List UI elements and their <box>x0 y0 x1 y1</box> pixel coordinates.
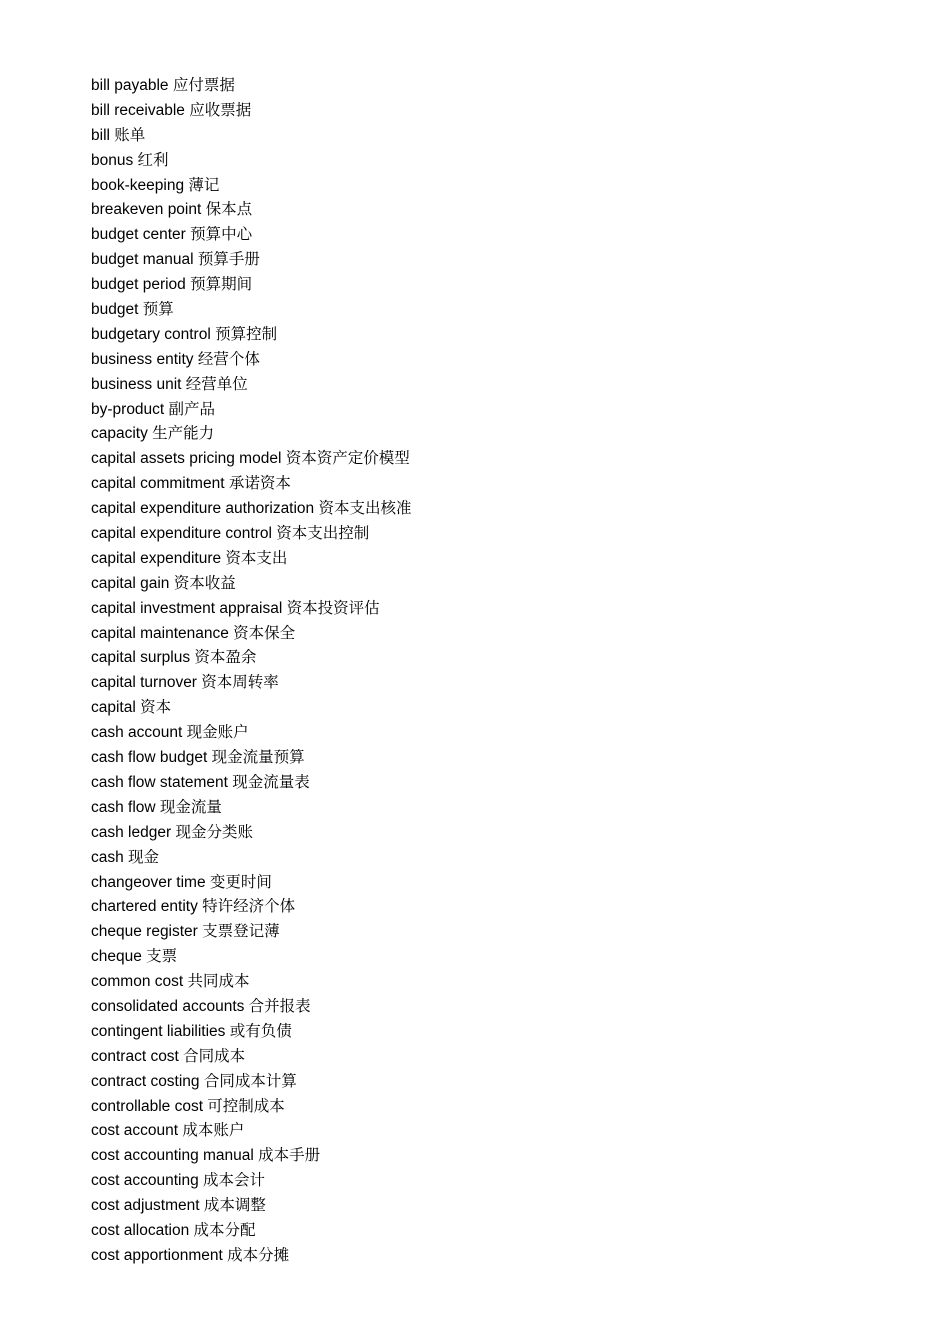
glossary-entry: capacity 生产能力 <box>91 425 215 443</box>
glossary-entry: cost allocation 成本分配 <box>91 1221 256 1239</box>
glossary-entry: cash flow 现金流量 <box>91 798 222 816</box>
glossary-entry: capital turnover 资本周转率 <box>91 674 279 692</box>
glossary-entry: capital expenditure authorization 资本支出核准 <box>91 500 412 518</box>
glossary-entry: capital expenditure control 资本支出控制 <box>91 525 370 543</box>
glossary-entry: bill receivable 应收票据 <box>91 101 252 119</box>
glossary-entry: cost adjustment 成本调整 <box>91 1197 266 1215</box>
glossary-entry: capital investment appraisal 资本投资评估 <box>91 599 380 617</box>
glossary-entry: contract cost 合同成本 <box>91 1047 246 1065</box>
glossary-entry: book-keeping 薄记 <box>91 176 220 194</box>
glossary-entry: budget manual 预算手册 <box>91 251 260 269</box>
glossary-entry: contingent liabilities 或有负债 <box>91 1022 292 1040</box>
glossary-entry: cost accounting manual 成本手册 <box>91 1147 321 1165</box>
glossary-entry: cost accounting 成本会计 <box>91 1172 266 1190</box>
glossary-entry: cheque register 支票登记薄 <box>91 923 280 941</box>
glossary-entry: consolidated accounts 合并报表 <box>91 997 311 1015</box>
glossary-entry: bonus 红利 <box>91 151 169 169</box>
glossary-entry: capital surplus 资本盈余 <box>91 649 257 667</box>
glossary-entry: capital 资本 <box>91 699 172 717</box>
glossary-entry: capital gain 资本收益 <box>91 574 236 592</box>
glossary-entry: by-product 副产品 <box>91 400 216 418</box>
glossary-entry: budget 预算 <box>91 301 174 319</box>
glossary-entry: budgetary control 预算控制 <box>91 325 278 343</box>
glossary-entry: cost apportionment 成本分摊 <box>91 1246 290 1264</box>
glossary-entry: cash ledger 现金分类账 <box>91 823 253 841</box>
glossary-entry: breakeven point 保本点 <box>91 201 253 219</box>
glossary-entry: capital expenditure 资本支出 <box>91 549 288 567</box>
glossary-entry: budget center 预算中心 <box>91 226 253 244</box>
glossary-entry: capital assets pricing model 资本资产定价模型 <box>91 450 410 468</box>
glossary-entry: capital commitment 承诺资本 <box>91 475 291 493</box>
glossary-entry: cheque 支票 <box>91 948 178 966</box>
glossary-term-list <box>91 74 411 1269</box>
glossary-entry: capital maintenance 资本保全 <box>91 624 296 642</box>
glossary-entry: bill 账单 <box>91 126 146 144</box>
glossary-entry: chartered entity 特许经济个体 <box>91 898 296 916</box>
glossary-entry: changeover time 变更时间 <box>91 873 272 891</box>
glossary-entry: controllable cost 可控制成本 <box>91 1097 285 1115</box>
glossary-entry: contract costing 合同成本计算 <box>91 1072 297 1090</box>
glossary-entry: business entity 经营个体 <box>91 350 260 368</box>
glossary-entry: bill payable 应付票据 <box>91 77 235 94</box>
glossary-entry: budget period 预算期间 <box>91 276 253 294</box>
glossary-entry: business unit 经营单位 <box>91 375 248 393</box>
glossary-entry: common cost 共同成本 <box>91 973 250 991</box>
glossary-entry: cash flow budget 现金流量预算 <box>91 749 305 767</box>
glossary-entry: cost account 成本账户 <box>91 1122 245 1140</box>
glossary-entry: cash flow statement 现金流量表 <box>91 773 310 791</box>
glossary-entry: cash account 现金账户 <box>91 724 249 742</box>
glossary-entry: cash 现金 <box>91 848 160 866</box>
